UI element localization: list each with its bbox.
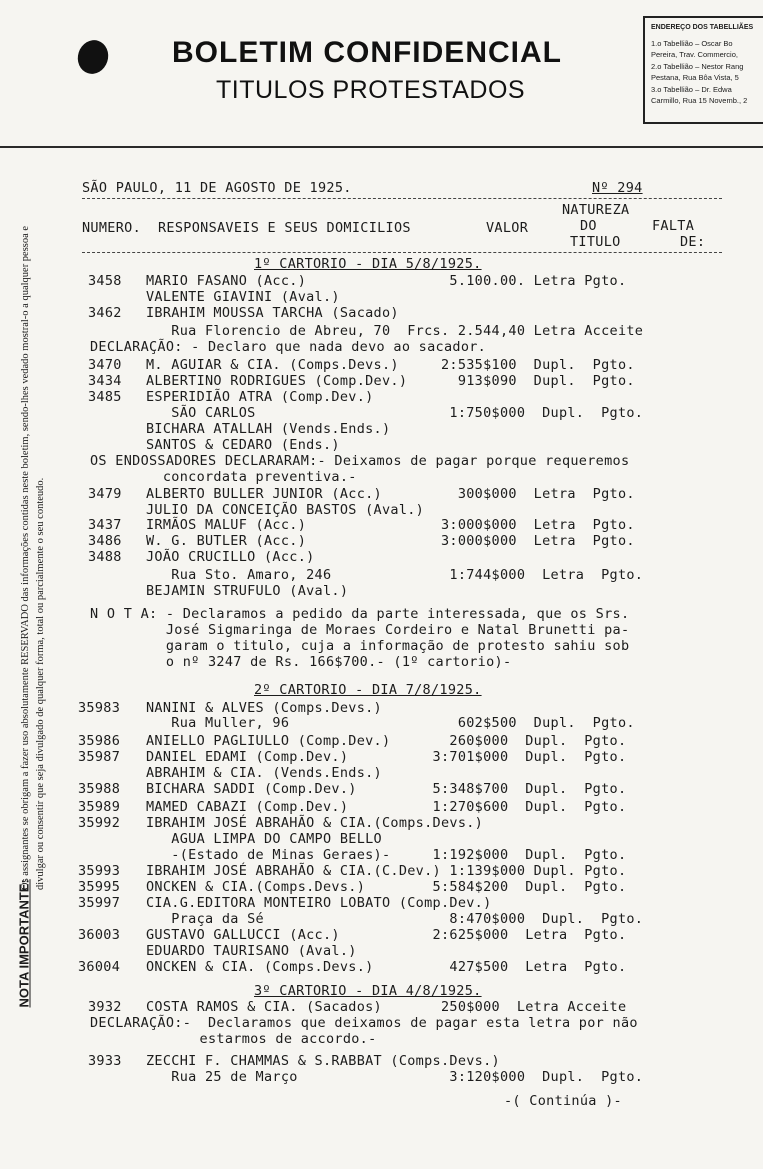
- entry-text: ZECCHI F. CHAMMAS & S.RABBAT (Comps.Devs.): [146, 1053, 500, 1069]
- address-line: Pestana, Rua Bôa Vista, 5: [651, 73, 739, 82]
- header-bottom-line: [82, 252, 722, 253]
- entry-number: 3437: [88, 517, 122, 533]
- entry-text: IBRAHIM JOSÉ ABRAHÃO & CIA.(C.Dev.) 1:139$000 Dupl. Pgto.: [146, 863, 627, 879]
- col-header-natureza-titulo: TITULO: [570, 234, 621, 250]
- entry-text: AGUA LIMPA DO CAMPO BELLO: [146, 831, 382, 847]
- address-line: 2.o Tabellião – Nestor Rang: [651, 61, 744, 71]
- entry-number: 35989: [78, 799, 121, 815]
- entry-text: VALENTE GIAVINI (Aval.): [146, 289, 340, 305]
- col-header-valor: VALOR: [486, 220, 529, 236]
- entry-number: 3470: [88, 357, 122, 373]
- section-heading: 3º CARTORIO - DIA 4/8/1925.: [254, 983, 482, 999]
- entry-number: 3486: [88, 533, 122, 549]
- declaration-text: o nº 3247 de Rs. 166$700.- (1º cartorio)-: [90, 654, 512, 670]
- bulletin-number: Nº 294: [592, 180, 643, 196]
- declaration-text: DECLARAÇÃO:- Declaramos que deixamos de pagar esta letra por não: [90, 1015, 638, 1031]
- entry-text: GUSTAVO GALLUCCI (Acc.) 2:625$000 Letra Pgto.: [146, 927, 627, 943]
- entry-text: SANTOS & CEDARO (Ends.): [146, 437, 340, 453]
- address-line: 3.o Tabellião – Dr. Edwa: [651, 84, 732, 94]
- entry-text: BICHARA ATALLAH (Vends.Ends.): [146, 421, 391, 437]
- entry-text: W. G. BUTLER (Acc.) 3:000$000 Letra Pgto.: [146, 533, 635, 549]
- entry-number: 36003: [78, 927, 121, 943]
- masthead-divider: [0, 146, 763, 148]
- sidebar-notice-text: Os assignantes se obrigam a fazer uso absolutamente RESERVADO das informações contidas neste boletim, sendo-lhes vedado mostral-o a qualquer pessoa e divulgar ou consentir que seja divulgado de qualquer forma, total ou parcialmente o seu conteudo.: [20, 225, 46, 890]
- declaration-text: OS ENDOSSADORES DECLARARAM:- Deixamos de pagar porque requeremos: [90, 453, 630, 469]
- entry-text: Praça da Sé 8:470$000 Dupl. Pgto.: [146, 911, 644, 927]
- continue-label: -( Continúa )-: [504, 1093, 622, 1109]
- entry-number: 36004: [78, 959, 121, 975]
- declaration-text: estarmos de accordo.-: [90, 1031, 377, 1047]
- entry-text: Rua Muller, 96 602$500 Dupl. Pgto.: [146, 715, 635, 731]
- col-header-falta-de: DE:: [680, 234, 706, 250]
- entry-number: 3932: [88, 999, 122, 1015]
- entry-number: 35983: [78, 700, 121, 716]
- entry-text: IRMÃOS MALUF (Acc.) 3:000$000 Letra Pgto.: [146, 517, 635, 533]
- entry-text: MAMED CABAZI (Comp.Dev.) 1:270$600 Dupl. Pgto.: [146, 799, 627, 815]
- entry-number: 3933: [88, 1053, 122, 1069]
- entry-number: 3479: [88, 486, 122, 502]
- entry-text: BEJAMIN STRUFULO (Aval.): [146, 583, 349, 599]
- entry-text: JOÃO CRUCILLO (Acc.): [146, 549, 315, 565]
- entry-text: IBRAHIM MOUSSA TARCHA (Sacado): [146, 305, 399, 321]
- masthead-subtitle: TITULOS PROTESTADOS: [216, 76, 526, 104]
- entry-number: 35987: [78, 749, 121, 765]
- section-heading: 2º CARTORIO - DIA 7/8/1925.: [254, 682, 482, 698]
- entry-text: DANIEL EDAMI (Comp.Dev.) 3:701$000 Dupl. Pgto.: [146, 749, 627, 765]
- entry-text: Rua Sto. Amaro, 246 1:744$000 Letra Pgto.: [146, 567, 644, 583]
- address-line: Pereira, Trav. Commercio,: [651, 50, 738, 59]
- entry-text: ABRAHIM & CIA. (Vends.Ends.): [146, 765, 382, 781]
- entry-text: ONCKEN & CIA.(Comps.Devs.) 5:584$200 Dupl. Pgto.: [146, 879, 627, 895]
- declaration-text: José Sigmaringa de Moraes Cordeiro e Natal Brunetti pa-: [90, 622, 630, 638]
- entry-text: JULIO DA CONCEIÇÃO BASTOS (Aval.): [146, 502, 425, 518]
- entry-text: M. AGUIAR & CIA. (Comps.Devs.) 2:535$100 Dupl. Pgto.: [146, 357, 635, 373]
- entry-number: 35992: [78, 815, 121, 831]
- entry-text: BICHARA SADDI (Comp.Dev.) 5:348$700 Dupl. Pgto.: [146, 781, 627, 797]
- header-top-line: [82, 198, 722, 199]
- entry-number: 35995: [78, 879, 121, 895]
- entry-number: 35986: [78, 733, 121, 749]
- entry-text: IBRAHIM JOSÉ ABRAHÃO & CIA.(Comps.Devs.): [146, 815, 484, 831]
- entry-text: ANIELLO PAGLIULLO (Comp.Dev.) 260$000 Dupl. Pgto.: [146, 733, 627, 749]
- col-header-natureza: NATUREZA: [562, 202, 630, 218]
- entry-number: 3462: [88, 305, 122, 321]
- entry-text: ONCKEN & CIA. (Comps.Devs.) 427$500 Letra Pgto.: [146, 959, 627, 975]
- entry-number: 3485: [88, 389, 122, 405]
- declaration-text: N O T A: - Declaramos a pedido da parte interessada, que os Srs.: [90, 606, 630, 622]
- entry-text: MARIO FASANO (Acc.) 5.100.00. Letra Pgto.: [146, 273, 627, 289]
- entry-number: 3434: [88, 373, 122, 389]
- ink-blot: [73, 36, 112, 78]
- sidebar-notice: [8, 200, 54, 1008]
- declaration-text: garam o titulo, cuja a informação de protesto sahiu sob: [90, 638, 630, 654]
- address-line: Carmillo, Rua 15 Novemb., 2: [651, 96, 748, 105]
- entry-text: -(Estado de Minas Geraes)- 1:192$000 Dupl. Pgto.: [146, 847, 627, 863]
- entry-text: COSTA RAMOS & CIA. (Sacados) 250$000 Letra Acceite: [146, 999, 627, 1015]
- address-line: 1.o Tabellião – Oscar Bo: [651, 38, 733, 48]
- col-header-numero: NUMERO.: [82, 220, 141, 236]
- entry-number: 3458: [88, 273, 122, 289]
- section-heading: 1º CARTORIO - DIA 5/8/1925.: [254, 256, 482, 272]
- entry-text: ALBERTINO RODRIGUES (Comp.Dev.) 913$090 Dupl. Pgto.: [146, 373, 635, 389]
- entry-number: 35988: [78, 781, 121, 797]
- entry-number: 3488: [88, 549, 122, 565]
- entry-number: 35993: [78, 863, 121, 879]
- entry-text: ESPERIDIÃO ATRA (Comp.Dev.): [146, 389, 374, 405]
- entry-text: Rua Florencio de Abreu, 70 Frcs. 2.544,40 Letra Acceite: [146, 323, 644, 339]
- entry-text: concordata preventiva.-: [146, 469, 357, 485]
- col-header-natureza-do: DO: [580, 218, 597, 234]
- sidebar-important-label: NOTA IMPORTANTE:: [16, 879, 32, 1008]
- place-date: SÃO PAULO, 11 DE AGOSTO DE 1925.: [82, 180, 352, 196]
- col-header-falta: FALTA: [652, 218, 695, 234]
- col-header-responsaveis: RESPONSAVEIS E SEUS DOMICILIOS: [158, 220, 411, 236]
- entry-number: 35997: [78, 895, 121, 911]
- address-box-heading: ENDEREÇO DOS TABELLIÃES: [651, 24, 754, 31]
- entry-text: CIA.G.EDITORA MONTEIRO LOBATO (Comp.Dev.): [146, 895, 492, 911]
- notaries-address-box: [643, 16, 763, 124]
- entry-text: SÃO CARLOS 1:750$000 Dupl. Pgto.: [146, 405, 644, 421]
- entry-text: EDUARDO TAURISANO (Aval.): [146, 943, 357, 959]
- entry-text: ALBERTO BULLER JUNIOR (Acc.) 300$000 Letra Pgto.: [146, 486, 635, 502]
- entry-text: Rua 25 de Março 3:120$000 Dupl. Pgto.: [146, 1069, 644, 1085]
- declaration-text: DECLARAÇÃO: - Declaro que nada devo ao sacador.: [90, 339, 487, 355]
- masthead-title: BOLETIM CONFIDENCIAL: [172, 36, 562, 69]
- entry-text: NANINI & ALVES (Comps.Devs.): [146, 700, 382, 716]
